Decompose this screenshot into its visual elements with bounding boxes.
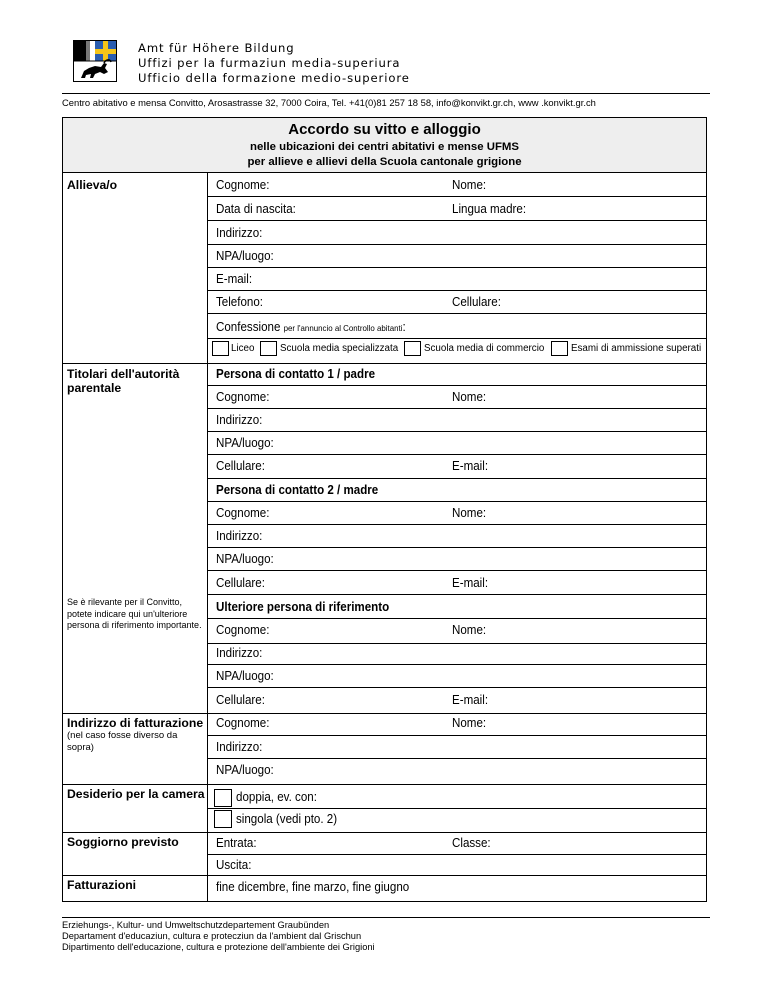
confessione-colon: : [402,320,406,334]
agency-name-rm: Uffizi per la furmaziun media-superiura [138,56,401,70]
data-nascita-field-line[interactable] [207,220,706,221]
contatto2-divider [207,501,706,502]
fatturazione-cognome-label: Cognome: [216,716,270,730]
doppia-checkbox[interactable] [214,789,232,807]
ulteriore-indirizzo-field-line[interactable] [207,664,706,665]
fatturazioni-text: fine dicembre, fine marzo, fine giugno [216,880,410,894]
divider [63,172,706,173]
fatturazione-npa-label: NPA/luogo: [216,763,274,777]
contatto2-nome-label: Nome: [452,506,487,520]
canton-coat-of-arms-icon [73,40,117,82]
singola-label: singola (vedi pto. 2) [236,812,338,826]
npa-label: NPA/luogo: [216,249,274,263]
contatto1-divider [207,385,706,386]
contatto2-npa-field-line[interactable] [207,570,706,571]
contatto1-cognome-field-line[interactable] [207,408,706,409]
data-nascita-label: Data di nascita: [216,202,296,216]
lingua-madre-label: Lingua madre: [452,202,527,216]
contatto1-nome-label: Nome: [452,390,487,404]
confessione-field-line[interactable] [207,338,706,339]
section-fatturazioni: Fatturazioni [67,878,137,892]
divider [63,713,706,714]
contatto1-cellulare-label: Cellulare: [216,459,265,473]
ulteriore-indirizzo-label: Indirizzo: [216,646,263,660]
scuola-specializzata-label: Scuola media specializzata [280,343,399,354]
telefono-field-line[interactable] [207,313,706,314]
contatto1-cognome-label: Cognome: [216,390,270,404]
npa-field-line[interactable] [207,267,706,268]
contatto1-npa-field-line[interactable] [207,454,706,455]
footer-line-it: Dipartimento dell'educazione, cultura e protezione dell'ambiente dei Grigioni [62,942,375,952]
esami-checkbox[interactable] [551,341,568,356]
email-label: E-mail: [216,272,253,286]
confessione-label [216,320,406,334]
scuola-commercio-label: Scuola media di commercio [424,343,545,354]
contatto2-cognome-field-line[interactable] [207,524,706,525]
email-field-line[interactable] [207,290,706,291]
esami-label: Esami di ammissione superati [571,343,702,354]
ulteriore-email-label: E-mail: [452,693,489,707]
contatto1-indirizzo-label: Indirizzo: [216,413,263,427]
cognome-field-line[interactable] [207,196,706,197]
divider [63,363,706,364]
liceo-label: Liceo [231,343,255,354]
ulteriore-heading: Ulteriore persona di riferimento [216,600,390,614]
entrata-field-line[interactable] [207,854,706,855]
section-fatturazione: Indirizzo di fatturazione [67,716,204,730]
ulteriore-npa-field-line[interactable] [207,687,706,688]
indirizzo-label: Indirizzo: [216,226,263,240]
contatto2-npa-label: NPA/luogo: [216,552,274,566]
nome-label: Nome: [452,178,487,192]
contatto1-cellulare-field-line[interactable] [207,478,706,479]
contatto2-email-label: E-mail: [452,576,489,590]
ulteriore-cognome-label: Cognome: [216,623,270,637]
fatturazione-nome-label: Nome: [452,716,487,730]
form-subtitle-2: per allieve e allievi della Scuola cantonale grigione [247,156,522,168]
cellulare-label: Cellulare: [452,295,501,309]
classe-label: Classe: [452,836,491,850]
confessione-text: Confessione [216,320,281,334]
contatto1-email-label: E-mail: [452,459,489,473]
form-subtitle-1: nelle ubicazioni dei centri abitativi e mense UFMS [249,141,519,153]
contatto2-cognome-label: Cognome: [216,506,270,520]
section-fatturazione-note: (nel caso fosse diverso da sopra) [67,730,178,753]
ulteriore-nome-label: Nome: [452,623,487,637]
form-title: Accordo su vitto e alloggio [288,121,481,138]
footer-line-rm: Departament d'educaziun, cultura e protecziun da l'ambient dal Grischun [62,931,362,941]
footer-line-de: Erziehungs-, Kultur- und Umweltschutzdepartement Graubünden [62,920,330,930]
contatto2-heading: Persona di contatto 2 / madre [216,483,379,497]
section-soggiorno: Soggiorno previsto [67,835,179,849]
ulteriore-cognome-field-line[interactable] [207,643,706,644]
agency-name-de: Amt für Höhere Bildung [138,41,295,55]
divider [63,784,706,785]
liceo-checkbox[interactable] [212,341,229,356]
uscita-label: Uscita: [216,858,252,872]
section-titolari: Titolari dell'autorità parentale [67,367,180,395]
scuola-specializzata-checkbox[interactable] [260,341,277,356]
fatturazione-indirizzo-label: Indirizzo: [216,740,263,754]
contatto1-indirizzo-field-line[interactable] [207,431,706,432]
contact-line: Centro abitativo e mensa Convitto, Arosastrasse 32, 7000 Coira, Tel. +41(0)81 257 18 58, info@konvikt.gr.ch, www .konvikt.gr.ch [62,97,596,108]
ulteriore-divider [207,618,706,619]
cognome-label: Cognome: [216,178,270,192]
agency-name-it: Ufficio della formazione medio-superiore [138,71,410,85]
divider [63,832,706,833]
column-divider [207,172,208,902]
indirizzo-field-line[interactable] [207,244,706,245]
section-camera: Desiderio per la camera [67,787,205,801]
contatto2-indirizzo-label: Indirizzo: [216,529,263,543]
section-ulteriore-note: Se è rilevante per il Convitto, potete indicare qui un'ulteriore persona di riferimento importante. [67,597,202,630]
doppia-label: doppia, ev. con: [236,790,317,804]
ulteriore-npa-label: NPA/luogo: [216,669,274,683]
singola-checkbox[interactable] [214,810,232,828]
contatto2-cellulare-label: Cellulare: [216,576,265,590]
contatto2-cellulare-field-line[interactable] [207,594,706,595]
fatturazione-indirizzo-field-line[interactable] [207,758,706,759]
footer-rule [62,917,710,918]
divider [63,875,706,876]
contatto1-heading: Persona di contatto 1 / padre [216,367,376,381]
entrata-label: Entrata: [216,836,257,850]
confessione-note: per l'annuncio al Controllo abitanti [283,323,403,333]
doppia-field-line[interactable] [207,808,706,809]
header-rule [62,93,710,94]
section-allievo: Allieva/o [67,178,118,192]
contatto2-indirizzo-field-line[interactable] [207,547,706,548]
ulteriore-cellulare-label: Cellulare: [216,693,265,707]
fatturazione-cognome-field-line[interactable] [207,735,706,736]
scuola-commercio-checkbox[interactable] [404,341,421,356]
contatto1-npa-label: NPA/luogo: [216,436,274,450]
telefono-label: Telefono: [216,295,264,309]
